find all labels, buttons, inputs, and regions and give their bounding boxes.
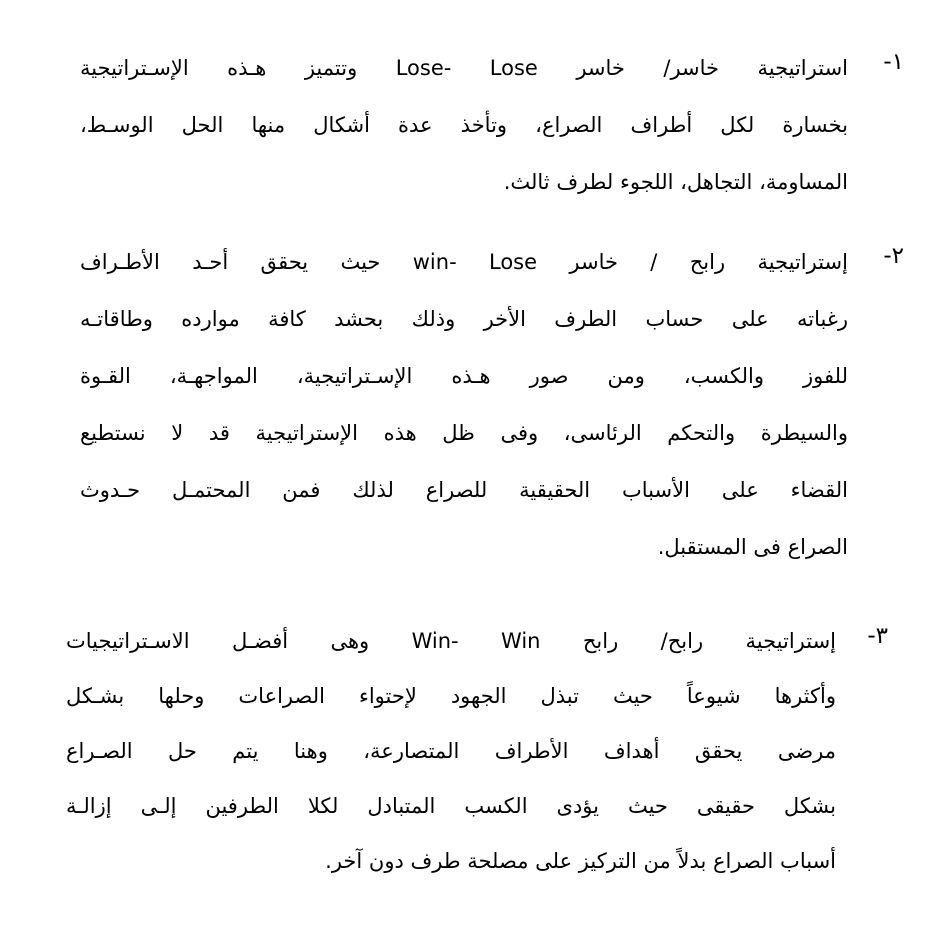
paragraph-line: إستراتيجية رابح/ رابح Win- Win وهى أفضـل الاسـتراتيجيات [66,629,837,653]
paragraph [80,40,848,211]
paragraph-line: بخسارة لكل أطراف الصراع، وتأخذ عدة أشكال منها الحل الوسـط، [80,113,848,137]
paragraph-line: أسباب الصراع بدلاً من التركيز على مصلحة طرف دون آخر. [325,849,836,873]
paragraph-line: رغباته على حساب الطرف الأخر وذلك بحشد كافة موارده وطاقاتـه [80,307,848,331]
item-number: ٢- [883,243,904,269]
paragraph-line: للفوز والكسب، ومن صور هـذه الإسـتراتيجية، المواجهـة، القـوة [80,364,848,388]
paragraph-line: القضاء على الأسباب الحقيقية للصراع لذلك فمن المحتمـل حـدوث [80,478,848,502]
paragraph-line: استراتيجية خاسر/ خاسر Lose- Lose وتتميز هـذه الإسـتراتيجية [80,56,848,80]
paragraph [66,614,836,889]
paragraph [80,234,848,576]
paragraph-line: والسيطرة والتحكم الرئاسى، وفى ظل هذه الإستراتيجية قد لا نستطيع [80,421,848,445]
item-number: ١- [883,49,904,75]
item-number: ٣- [867,623,888,649]
paragraph-line: مرضى يحقق أهداف الأطراف المتصارعة، وهنا يتم حل الصـراع [66,739,836,763]
paragraph-line: إستراتيجية رابح / خاسر win- Lose حيث يحقق أحـد الأطـراف [80,250,848,274]
paragraph-line: المساومة، التجاهل، اللجوء لطرف ثالث. [503,170,848,194]
paragraph-line: وأكثرها شيوعاً حيث تبذل الجهود لإحتواء الصراعات وحلها بشـكل [66,684,836,708]
paragraph-line: الصراع فى المستقبل. [657,535,848,559]
paragraph-line: بشكل حقيقى حيث يؤدى الكسب المتبادل لكلا الطرفين إلـى إزالـة [66,794,836,818]
